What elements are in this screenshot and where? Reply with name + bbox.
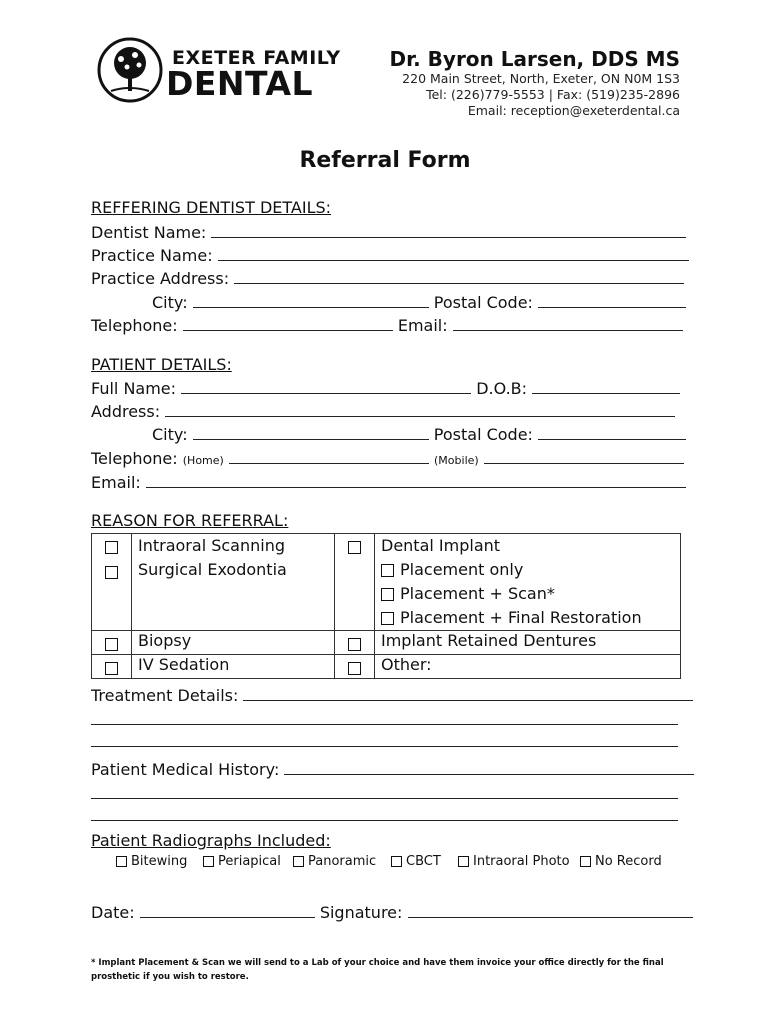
cbct-checkbox[interactable] (391, 856, 402, 867)
placement-final-checkbox[interactable] (381, 612, 394, 625)
implant-cell (375, 534, 681, 631)
radiograph-option-label: Panoramic (308, 854, 377, 869)
full-name-label: Full Name: (91, 379, 177, 398)
treatment-line[interactable] (91, 724, 678, 725)
implant-option[interactable] (381, 582, 674, 606)
periapical-checkbox[interactable] (203, 856, 214, 867)
radiograph-option[interactable] (293, 854, 376, 869)
telephone-label: Telephone: (91, 316, 178, 335)
implant-retained-label: Implant Retained Dentures (375, 631, 681, 655)
implant-option-label: Placement + Scan* (400, 584, 555, 603)
home-label: (Home) (182, 454, 224, 467)
dentist-name-row (91, 223, 686, 242)
history-label: Patient Medical History: (91, 760, 280, 779)
dob-label: D.O.B: (476, 379, 528, 398)
patient-city-field[interactable] (193, 425, 429, 440)
doctor-name: Dr. Byron Larsen, DDS MS (389, 47, 680, 71)
radiograph-option[interactable] (391, 854, 441, 869)
history-line[interactable] (91, 820, 678, 821)
panoramic-checkbox[interactable] (293, 856, 304, 867)
practice-address-label: Practice Address: (91, 269, 230, 288)
radiograph-option[interactable] (203, 854, 281, 869)
placement-only-checkbox[interactable] (381, 564, 394, 577)
treatment-label: Treatment Details: (91, 686, 239, 705)
radiograph-option[interactable] (458, 854, 570, 869)
reason-heading: REASON FOR REFERRAL: (91, 511, 289, 530)
signature-field[interactable] (408, 903, 693, 918)
practice-name-label: Practice Name: (91, 246, 213, 265)
referring-city-field[interactable] (193, 293, 429, 308)
radiographs-heading: Patient Radiographs Included: (91, 831, 331, 850)
treatment-row (91, 686, 693, 705)
practice-name-row (91, 246, 689, 265)
postal-code-label: Postal Code: (433, 425, 533, 444)
implant-checkbox-cell (335, 534, 375, 631)
implant-option-label: Placement + Final Restoration (400, 608, 642, 627)
reason-option-label: Intraoral Scanning (138, 536, 285, 555)
patient-city-row (152, 425, 686, 444)
implant-option[interactable] (381, 558, 674, 582)
patient-postal-field[interactable] (538, 425, 686, 440)
clinic-phone-fax: Tel: (226)779-5553 | Fax: (519)235-2896 (426, 87, 680, 102)
patient-phone-row (91, 449, 684, 468)
patient-heading: PATIENT DETAILS: (91, 355, 232, 374)
patient-name-row (91, 379, 680, 398)
no-record-checkbox[interactable] (580, 856, 591, 867)
reason-table (91, 533, 681, 679)
clinic-email: Email: reception@exeterdental.ca (467, 103, 680, 118)
referring-telephone-field[interactable] (183, 316, 393, 331)
address-label: Address: (91, 402, 161, 421)
postal-code-label: Postal Code: (433, 293, 533, 312)
clinic-address: 220 Main Street, North, Exeter, ON N0M 1S3 (402, 71, 680, 86)
referring-heading: REFFERING DENTIST DETAILS: (91, 198, 332, 217)
referring-email-field[interactable] (453, 316, 683, 331)
home-phone-field[interactable] (229, 449, 429, 464)
email-label: Email: (397, 316, 448, 335)
date-label: Date: (91, 903, 135, 922)
radiograph-option[interactable] (116, 854, 187, 869)
reason-checkbox-cell (92, 534, 132, 631)
reason-option-label: IV Sedation (132, 655, 335, 679)
radiograph-option-label: No Record (595, 854, 662, 869)
surgical-exodontia-checkbox[interactable] (105, 566, 118, 579)
signature-label: Signature: (319, 903, 403, 922)
iv-sedation-checkbox[interactable] (105, 662, 118, 675)
city-label: City: (152, 293, 188, 312)
city-label: City: (152, 425, 188, 444)
dental-implant-label: Dental Implant (381, 536, 501, 555)
mobile-phone-field[interactable] (484, 449, 684, 464)
sign-row (91, 903, 693, 922)
logo-main-text: DENTAL (166, 64, 314, 103)
reason-option-label: Biopsy (132, 631, 335, 655)
biopsy-checkbox[interactable] (105, 638, 118, 651)
history-line[interactable] (91, 798, 678, 799)
dob-field[interactable] (532, 379, 680, 394)
email-label: Email: (91, 473, 141, 492)
patient-email-row (91, 473, 686, 492)
logo-top-text: EXETER FAMILY (172, 47, 341, 69)
footnote: * Implant Placement & Scan we will send to a Lab of your choice and have them invoice your office directly for the final prosthetic if you wish to restore. (91, 958, 664, 982)
radiograph-option-label: CBCT (406, 854, 441, 869)
implant-option-label: Placement only (400, 560, 524, 579)
reason-label-cell (132, 534, 335, 631)
intraoral-scanning-checkbox[interactable] (105, 541, 118, 554)
treatment-line[interactable] (91, 746, 678, 747)
referring-postal-field[interactable] (538, 293, 686, 308)
history-field[interactable] (284, 760, 694, 775)
implant-option[interactable] (381, 606, 674, 630)
tree-logo-icon (97, 37, 163, 103)
implant-retained-checkbox[interactable] (348, 638, 361, 651)
dentist-name-label: Dentist Name: (91, 223, 207, 242)
patient-address-field[interactable] (165, 402, 675, 417)
intraoral-photo-checkbox[interactable] (458, 856, 469, 867)
radiograph-option[interactable] (580, 854, 662, 869)
patient-address-row (91, 402, 675, 421)
dentist-name-field[interactable] (211, 223, 686, 238)
practice-address-row (91, 269, 684, 288)
full-name-field[interactable] (181, 379, 471, 394)
history-row (91, 760, 694, 779)
practice-name-field[interactable] (218, 246, 689, 261)
patient-email-field[interactable] (146, 473, 686, 488)
bitewing-checkbox[interactable] (116, 856, 127, 867)
date-field[interactable] (140, 903, 315, 918)
referring-contact-row (91, 316, 683, 335)
radiograph-option-label: Bitewing (131, 854, 188, 869)
radiograph-option-label: Intraoral Photo (473, 854, 570, 869)
placement-scan-checkbox[interactable] (381, 588, 394, 601)
page-title: Referral Form (299, 148, 471, 173)
other-checkbox[interactable] (348, 662, 361, 675)
reason-option-label: Surgical Exodontia (138, 560, 287, 579)
telephone-label: Telephone: (91, 449, 178, 468)
referring-city-row (152, 293, 686, 312)
other-label: Other: (375, 655, 681, 679)
practice-address-field[interactable] (234, 269, 684, 284)
treatment-field[interactable] (243, 686, 693, 701)
dental-implant-checkbox[interactable] (348, 541, 361, 554)
radiograph-option-label: Periapical (218, 854, 281, 869)
mobile-label: (Mobile) (434, 454, 479, 467)
